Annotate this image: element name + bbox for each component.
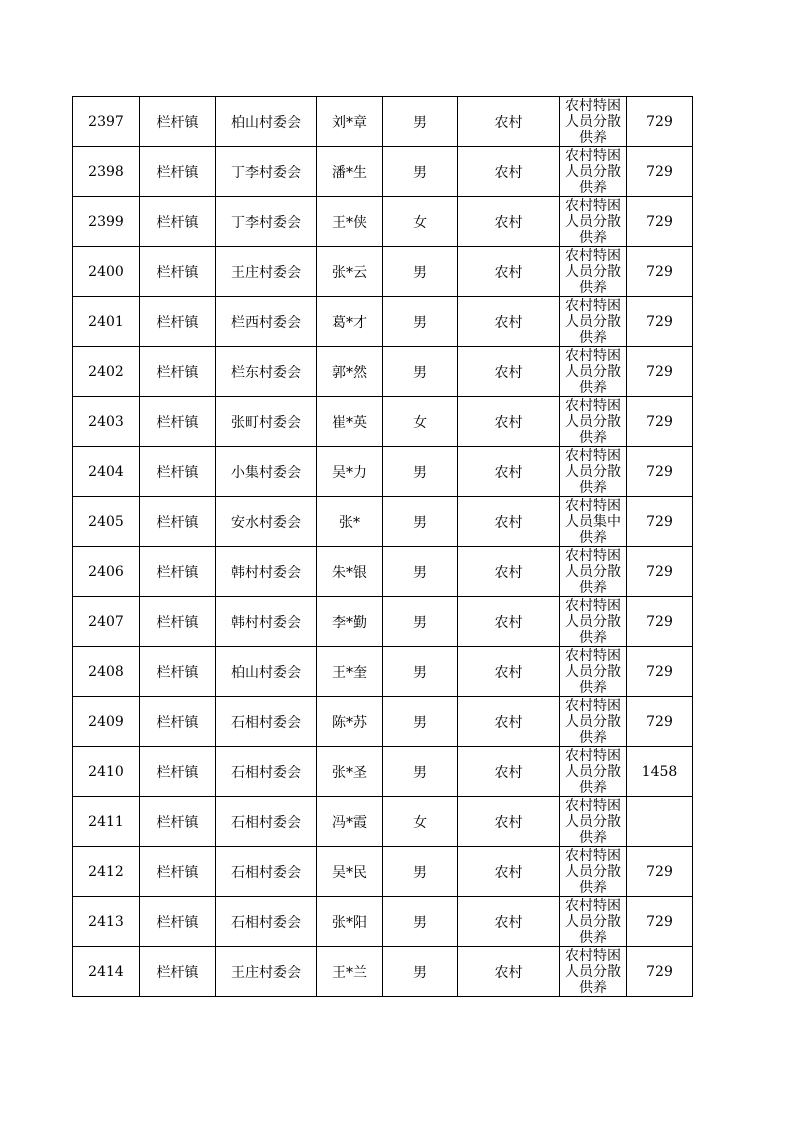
support-category-text: 农村特困人员分散供养: [565, 848, 621, 895]
support-category-text: 农村特困人员分散供养: [565, 948, 621, 995]
amount-cell: 729: [627, 847, 693, 897]
area-cell: 农村: [458, 847, 560, 897]
amount-cell: 1458: [627, 747, 693, 797]
support-category-text: 农村特困人员分散供养: [565, 148, 621, 195]
record-table: [72, 96, 693, 997]
town-cell: 栏杆镇: [140, 347, 216, 397]
row-number-cell: 2411: [73, 797, 140, 847]
village-cell: 柏山村委会: [216, 647, 317, 697]
gender-cell: 男: [383, 847, 458, 897]
amount-cell: 729: [627, 547, 693, 597]
village-cell: 柏山村委会: [216, 97, 317, 147]
area-cell: 农村: [458, 197, 560, 247]
support-category-cell: [560, 947, 627, 997]
person-name-cell: 李*勤: [317, 597, 383, 647]
person-name-cell: 吴*力: [317, 447, 383, 497]
row-number-cell: 2397: [73, 97, 140, 147]
village-cell: 小集村委会: [216, 447, 317, 497]
area-cell: 农村: [458, 147, 560, 197]
gender-cell: 男: [383, 547, 458, 597]
row-number-cell: 2414: [73, 947, 140, 997]
support-category-text: 农村特困人员分散供养: [565, 298, 621, 345]
town-cell: 栏杆镇: [140, 147, 216, 197]
area-cell: 农村: [458, 947, 560, 997]
table-row: [73, 897, 693, 947]
town-cell: 栏杆镇: [140, 847, 216, 897]
support-category-text: 农村特困人员分散供养: [565, 698, 621, 745]
amount-cell: 729: [627, 347, 693, 397]
town-cell: 栏杆镇: [140, 497, 216, 547]
amount-cell: 729: [627, 397, 693, 447]
table-row: [73, 847, 693, 897]
town-cell: 栏杆镇: [140, 397, 216, 447]
person-name-cell: 陈*苏: [317, 697, 383, 747]
support-category-cell: [560, 397, 627, 447]
village-cell: 安水村委会: [216, 497, 317, 547]
person-name-cell: 崔*英: [317, 397, 383, 447]
support-category-text: 农村特困人员分散供养: [565, 448, 621, 495]
support-category-cell: [560, 297, 627, 347]
village-cell: 栏东村委会: [216, 347, 317, 397]
gender-cell: 男: [383, 897, 458, 947]
village-cell: 石相村委会: [216, 747, 317, 797]
support-category-cell: [560, 447, 627, 497]
row-number-cell: 2398: [73, 147, 140, 197]
support-category-text: 农村特困人员分散供养: [565, 898, 621, 945]
town-cell: 栏杆镇: [140, 547, 216, 597]
amount-cell: 729: [627, 197, 693, 247]
row-number-cell: 2409: [73, 697, 140, 747]
table-row: [73, 547, 693, 597]
amount-cell: 729: [627, 897, 693, 947]
table-row: [73, 747, 693, 797]
row-number-cell: 2404: [73, 447, 140, 497]
town-cell: 栏杆镇: [140, 197, 216, 247]
gender-cell: 男: [383, 497, 458, 547]
support-category-text: 农村特困人员分散供养: [565, 648, 621, 695]
row-number-cell: 2403: [73, 397, 140, 447]
table-row: [73, 797, 693, 847]
area-cell: 农村: [458, 497, 560, 547]
area-cell: 农村: [458, 647, 560, 697]
person-name-cell: 王*侠: [317, 197, 383, 247]
person-name-cell: 张*圣: [317, 747, 383, 797]
table-row: [73, 947, 693, 997]
area-cell: 农村: [458, 897, 560, 947]
village-cell: 韩村村委会: [216, 597, 317, 647]
amount-cell: 729: [627, 497, 693, 547]
area-cell: 农村: [458, 747, 560, 797]
village-cell: 石相村委会: [216, 797, 317, 847]
village-cell: 石相村委会: [216, 897, 317, 947]
row-number-cell: 2410: [73, 747, 140, 797]
amount-cell: 729: [627, 947, 693, 997]
amount-cell: 729: [627, 597, 693, 647]
amount-cell: 729: [627, 97, 693, 147]
amount-cell: 729: [627, 147, 693, 197]
table-row: [73, 97, 693, 147]
amount-cell: 729: [627, 247, 693, 297]
person-name-cell: 王*奎: [317, 647, 383, 697]
support-category-text: 农村特困人员分散供养: [565, 598, 621, 645]
person-name-cell: 张*: [317, 497, 383, 547]
gender-cell: 男: [383, 597, 458, 647]
table-row: [73, 147, 693, 197]
village-cell: 王庄村委会: [216, 247, 317, 297]
support-category-cell: [560, 247, 627, 297]
person-name-cell: 吴*民: [317, 847, 383, 897]
village-cell: 韩村村委会: [216, 547, 317, 597]
row-number-cell: 2400: [73, 247, 140, 297]
support-category-cell: [560, 97, 627, 147]
table-row: [73, 397, 693, 447]
table-row: [73, 297, 693, 347]
support-category-cell: [560, 647, 627, 697]
person-name-cell: 朱*银: [317, 547, 383, 597]
gender-cell: 男: [383, 447, 458, 497]
amount-cell: 729: [627, 647, 693, 697]
gender-cell: 男: [383, 97, 458, 147]
person-name-cell: 张*云: [317, 247, 383, 297]
table-body: [73, 97, 693, 997]
row-number-cell: 2401: [73, 297, 140, 347]
amount-cell: [627, 797, 693, 847]
person-name-cell: 潘*生: [317, 147, 383, 197]
village-cell: 丁李村委会: [216, 147, 317, 197]
amount-cell: 729: [627, 447, 693, 497]
support-category-cell: [560, 147, 627, 197]
support-category-cell: [560, 747, 627, 797]
support-category-cell: [560, 197, 627, 247]
gender-cell: 男: [383, 697, 458, 747]
town-cell: 栏杆镇: [140, 897, 216, 947]
table-row: [73, 647, 693, 697]
support-category-cell: [560, 347, 627, 397]
area-cell: 农村: [458, 447, 560, 497]
support-category-text: 农村特困人员分散供养: [565, 348, 621, 395]
town-cell: 栏杆镇: [140, 97, 216, 147]
village-cell: 张町村委会: [216, 397, 317, 447]
table-row: [73, 497, 693, 547]
area-cell: 农村: [458, 547, 560, 597]
gender-cell: 男: [383, 347, 458, 397]
person-name-cell: 葛*才: [317, 297, 383, 347]
support-category-cell: [560, 797, 627, 847]
area-cell: 农村: [458, 597, 560, 647]
row-number-cell: 2408: [73, 647, 140, 697]
area-cell: 农村: [458, 97, 560, 147]
person-name-cell: 冯*霞: [317, 797, 383, 847]
area-cell: 农村: [458, 297, 560, 347]
village-cell: 石相村委会: [216, 847, 317, 897]
row-number-cell: 2412: [73, 847, 140, 897]
table-row: [73, 447, 693, 497]
gender-cell: 男: [383, 247, 458, 297]
support-category-cell: [560, 897, 627, 947]
support-category-text: 农村特困人员分散供养: [565, 548, 621, 595]
village-cell: 王庄村委会: [216, 947, 317, 997]
amount-cell: 729: [627, 697, 693, 747]
amount-cell: 729: [627, 297, 693, 347]
village-cell: 石相村委会: [216, 697, 317, 747]
person-name-cell: 郭*然: [317, 347, 383, 397]
area-cell: 农村: [458, 347, 560, 397]
town-cell: 栏杆镇: [140, 797, 216, 847]
gender-cell: 男: [383, 747, 458, 797]
town-cell: 栏杆镇: [140, 247, 216, 297]
support-category-text: 农村特困人员分散供养: [565, 398, 621, 445]
person-name-cell: 王*兰: [317, 947, 383, 997]
town-cell: 栏杆镇: [140, 447, 216, 497]
table-row: [73, 197, 693, 247]
town-cell: 栏杆镇: [140, 597, 216, 647]
person-name-cell: 刘*章: [317, 97, 383, 147]
support-category-cell: [560, 697, 627, 747]
gender-cell: 女: [383, 197, 458, 247]
support-category-text: 农村特困人员分散供养: [565, 798, 621, 845]
person-name-cell: 张*阳: [317, 897, 383, 947]
support-category-text: 农村特困人员集中供养: [565, 498, 621, 545]
gender-cell: 男: [383, 297, 458, 347]
area-cell: 农村: [458, 797, 560, 847]
support-category-text: 农村特困人员分散供养: [565, 98, 621, 145]
table-row: [73, 247, 693, 297]
area-cell: 农村: [458, 697, 560, 747]
row-number-cell: 2407: [73, 597, 140, 647]
village-cell: 丁李村委会: [216, 197, 317, 247]
gender-cell: 男: [383, 647, 458, 697]
gender-cell: 男: [383, 147, 458, 197]
table-row: [73, 347, 693, 397]
town-cell: 栏杆镇: [140, 697, 216, 747]
support-category-cell: [560, 497, 627, 547]
town-cell: 栏杆镇: [140, 747, 216, 797]
gender-cell: 女: [383, 797, 458, 847]
gender-cell: 女: [383, 397, 458, 447]
support-category-text: 农村特困人员分散供养: [565, 198, 621, 245]
village-cell: 栏西村委会: [216, 297, 317, 347]
town-cell: 栏杆镇: [140, 297, 216, 347]
support-category-text: 农村特困人员分散供养: [565, 248, 621, 295]
table-row: [73, 697, 693, 747]
town-cell: 栏杆镇: [140, 647, 216, 697]
town-cell: 栏杆镇: [140, 947, 216, 997]
gender-cell: 男: [383, 947, 458, 997]
support-category-cell: [560, 597, 627, 647]
row-number-cell: 2405: [73, 497, 140, 547]
row-number-cell: 2402: [73, 347, 140, 397]
area-cell: 农村: [458, 247, 560, 297]
support-category-text: 农村特困人员分散供养: [565, 748, 621, 795]
support-category-cell: [560, 547, 627, 597]
area-cell: 农村: [458, 397, 560, 447]
row-number-cell: 2399: [73, 197, 140, 247]
row-number-cell: 2413: [73, 897, 140, 947]
support-category-cell: [560, 847, 627, 897]
row-number-cell: 2406: [73, 547, 140, 597]
table-row: [73, 597, 693, 647]
